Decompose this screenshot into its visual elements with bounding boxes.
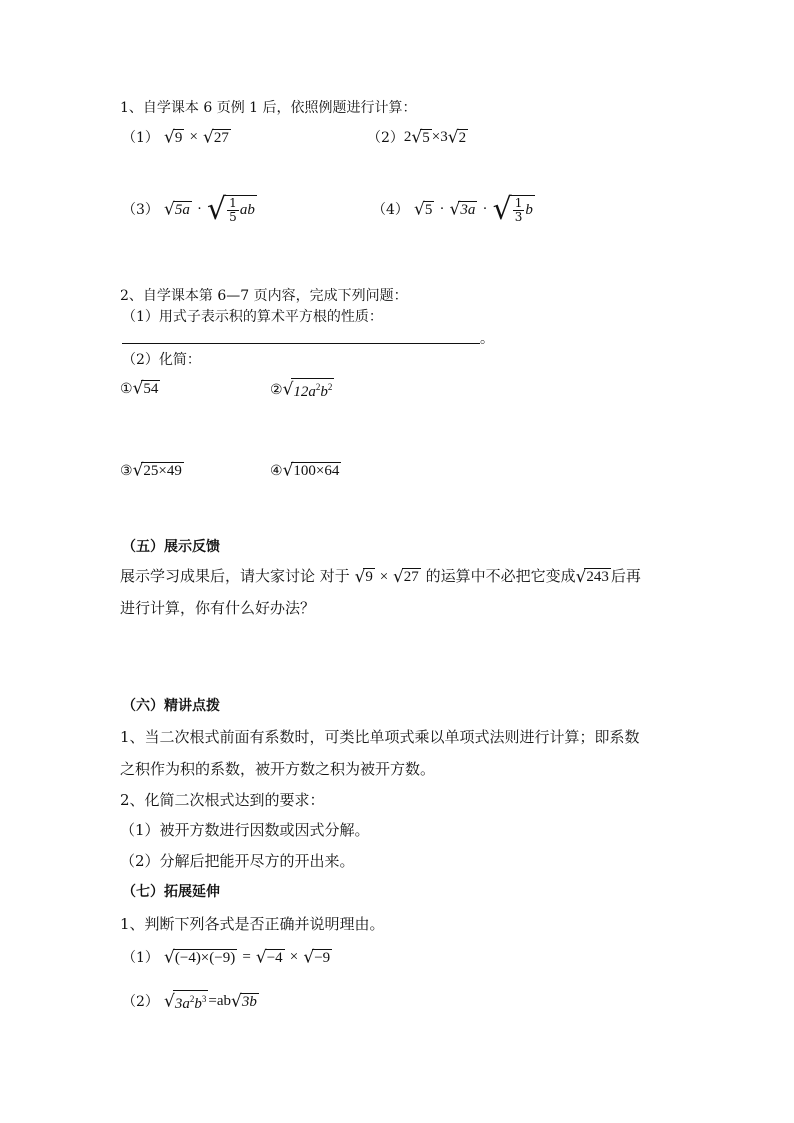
section-6-line1: 1、当二次根式前面有系数时，可类比单项式乘以单项式法则进行计算；即系数 — [120, 728, 640, 746]
sqrt-3b: √3b — [230, 991, 257, 1012]
section-6-heading: （六）精讲点拨 — [122, 698, 220, 714]
circle-number: ① — [120, 381, 133, 397]
section-6-line5: （2）分解后把能开尽方的开出来。 — [120, 852, 355, 870]
equals-sign: = — [242, 949, 251, 965]
item-number: （4） — [372, 202, 409, 218]
sqrt-54: √54 — [132, 378, 159, 399]
item-number: （1） — [122, 950, 159, 966]
section-5-heading: （五）展示反馈 — [122, 539, 220, 555]
sqrt-12a2b2: $√12a^2b^2$ — [282, 379, 333, 400]
sqrt-neg4: √−4 — [255, 947, 283, 968]
q2-item-1 — [120, 378, 160, 399]
times-sign: × — [289, 949, 299, 965]
times-sign: × — [189, 129, 198, 145]
item-number: （3） — [122, 202, 159, 218]
period: 。 — [480, 331, 494, 347]
q2-item-3 — [120, 460, 184, 481]
q1-item-1 — [122, 127, 231, 148]
q1-item-4 — [372, 192, 535, 227]
sqrt-product: √(−4)×(−9) — [164, 947, 236, 968]
sqrt-3a2b3: $√3a^2b^3$ — [164, 991, 207, 1012]
item-number: （1） — [122, 130, 159, 146]
sqrt-5: √5 — [414, 199, 433, 220]
q2-item-4 — [270, 460, 341, 481]
item-number: （2） — [122, 994, 159, 1010]
dot-sign: · — [482, 201, 488, 217]
sqrt-5: √5 — [411, 127, 430, 148]
s7-item-1 — [122, 947, 332, 968]
q2-intro: 2、自学课本第 6—7 页内容，完成下列问题： — [120, 288, 408, 304]
s7-item-2 — [122, 990, 259, 1013]
item-number: （2） — [367, 130, 404, 146]
q2-item-2 — [270, 378, 334, 401]
section-6-line3: 2、化简二次根式达到的要求： — [120, 791, 325, 809]
q1-item-2 — [367, 127, 468, 148]
sqrt-100x64: √100×64 — [282, 460, 340, 481]
sqrt-3a: √3a — [449, 199, 476, 220]
sqrt-fraction-ab: √ $\frac{1}{5}$ ab — [207, 192, 255, 227]
section-5-line1: 展示学习成果后，请大家讨论 对于 √9 × √27 的运算中不必把它变成√243 后再 — [120, 567, 641, 587]
sqrt-25x49: √25×49 — [132, 460, 182, 481]
q1-intro: 1、自学课本 6 页例 1 后，依照例题进行计算： — [120, 100, 417, 116]
coef: 2 — [403, 129, 412, 145]
sqrt-neg9: √−9 — [303, 947, 331, 968]
equals-ab: =ab — [208, 993, 231, 1009]
circle-number: ③ — [120, 463, 133, 479]
dot-sign: · — [196, 201, 202, 217]
circle-number: ④ — [270, 463, 283, 479]
section-7-line1: 1、判断下列各式是否正确并说明理由。 — [120, 915, 385, 933]
times-sign: × — [431, 129, 441, 145]
sqrt-243: √243 — [575, 567, 609, 587]
times-sign: × — [379, 568, 389, 585]
sqrt-27: √27 — [203, 127, 229, 148]
q1-item-3 — [122, 192, 257, 227]
q2-sub1: （1）用式子表示积的算术平方根的性质： — [122, 309, 383, 325]
sqrt-9: √9 — [354, 567, 373, 587]
dot-sign: · — [439, 201, 445, 217]
sqrt-9: √9 — [164, 127, 183, 148]
coef: 3 — [440, 129, 448, 145]
sqrt-5a: √5a — [164, 199, 190, 220]
sqrt-fraction-b: √ $\frac{1}{3}$ b — [492, 192, 533, 227]
section-6-line2: 之积作为积的系数，被开方数之积为被开方数。 — [120, 760, 436, 778]
section-7-heading: （七）拓展延伸 — [122, 884, 220, 900]
q2-sub2: （2）化简： — [122, 352, 201, 368]
sqrt-2: √2 — [447, 127, 467, 148]
circle-number: ② — [270, 382, 283, 398]
sqrt-27: √27 — [392, 567, 419, 587]
answer-line — [122, 343, 480, 344]
section-6-line4: （1）被开方数进行因数或因式分解。 — [120, 821, 370, 839]
section-5-line2: 进行计算，你有什么好办法？ — [120, 599, 316, 617]
